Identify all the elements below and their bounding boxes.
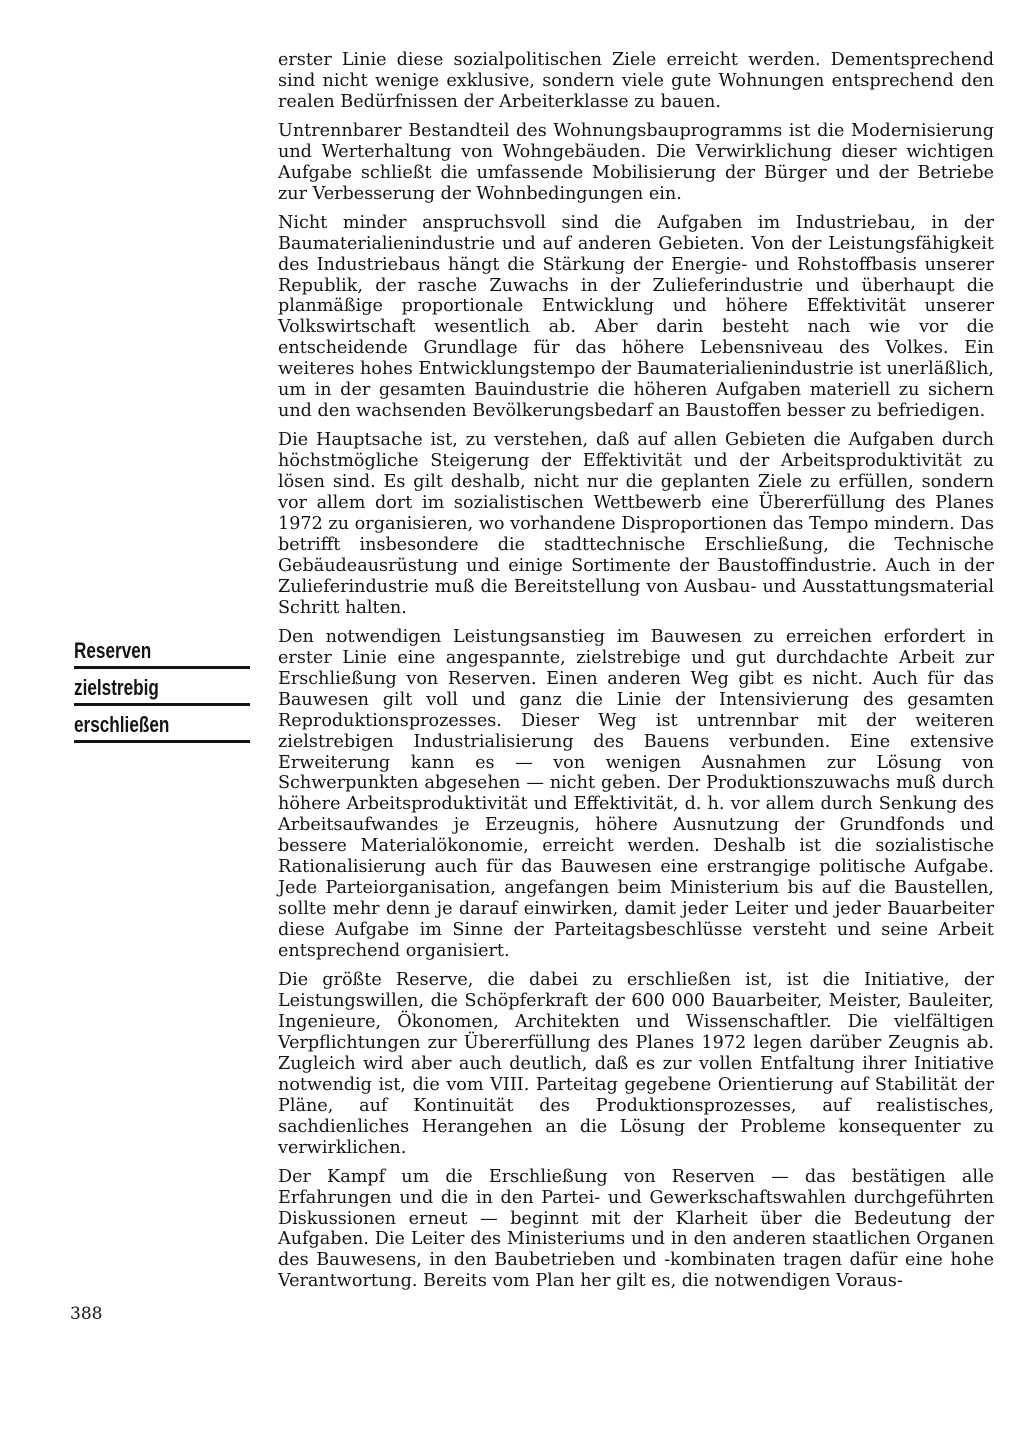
margin-heading-line [74,706,250,743]
margin-heading-text: Reserven [74,638,152,663]
body-text-column [278,50,994,1300]
paragraph: Die größte Reserve, die dabei zu erschließen ist, ist die Initiative, der Leistungswillen, die Schöpferkraft der 600 000 Bauarbeiter, Meister, Bauleiter, Ingenieure, Ökonomen, Architekten und Wissenschaftler. Die vielfältigen Verpflichtungen zur Übererfüllung des Planes 1972 legen darüber Zeugnis ab. Zugleich wird aber auch deutlich, daß es zur vollen Entfaltung ihrer Initiative notwendig ist, die vom VIII. Parteitag gegebene Orientierung auf Stabilität der Pläne, auf Kontinuität des Produktionsprozesses, auf realistisches, sachdienliches Herangehen an die Lösung der Probleme konsequenter zu verwirklichen. [278,970,994,1158]
margin-heading-line [74,632,250,669]
paragraph: Den notwendigen Leistungsanstieg im Bauwesen zu erreichen erfordert in erster Linie eine angespannte, zielstrebige und gut durchdachte Arbeit zur Erschließung von Reserven. Einen anderen Weg gibt es nicht. Auch für das Bauwesen gilt voll und ganz die Linie der Intensivierung des gesamten Reproduktionsprozesses. Dieser Weg ist untrennbar mit der weiteren zielstrebigen Industrialisierung des Bauens verbunden. Eine extensive Erweiterung kann es — von wenigen Ausnahmen zur Lösung von Schwerpunkten abgesehen — nicht geben. Der Produktionszuwachs muß durch höhere Arbeitsproduktivität und Effektivität, d. h. vor allem durch Senkung des Arbeitsaufwandes je Erzeugnis, höhere Ausnutzung der Grundfonds und bessere Materialökonomie, erreicht werden. Deshalb ist die sozialistische Rationalisierung auch für das Bauwesen eine erstrangige politische Aufgabe. Jede Parteiorganisation, angefangen beim Ministerium bis auf die Baustellen, sollte mehr denn je darauf einwirken, damit jeder Leiter und jeder Bauarbeiter diese Aufgabe im Sinne der Parteitagsbeschlüsse versteht und seine Arbeit entsprechend organisiert. [278,626,994,962]
margin-heading-text: erschließen [74,712,170,737]
paragraph: Die Hauptsache ist, zu verstehen, daß auf allen Gebieten die Aufgaben durch höchstmögliche Steigerung der Effektivität und der Arbeitsproduktivität zu lösen sind. Es gilt deshalb, nicht nur die geplanten Ziele zu erfüllen, sondern vor allem dort im sozialistischen Wettbewerb eine Übererfüllung des Planes 1972 zu organisieren, wo vorhandene Disproportionen das Tempo mindern. Das betrifft insbesondere die stadttechnische Erschließung, die Technische Gebäudeausrüstung und einige Sortimente der Baustoffindustrie. Auch in der Zulieferindustrie muß die Bereitstellung von Ausbau- und Ausstattungsmaterial Schritt halten. [278,430,994,618]
paragraph: Der Kampf um die Erschließung von Reserven — das bestätigen alle Erfahrungen und die in den Partei- und Gewerkschaftswahlen durchgeführten Diskussionen erneut — beginnt mit der Klarheit über die Bedeutung der Aufgaben. Die Leiter des Ministeriums und in den anderen staatlichen Organen des Bauwesens, in den Baubetrieben und -kombinaten tragen dafür eine hohe Verantwortung. Bereits vom Plan her gilt es, die notwendigen Voraus- [278,1166,994,1292]
margin-heading-text: zielstrebig [74,675,159,700]
page-number: 388 [70,1304,103,1324]
margin-heading [74,632,250,743]
paragraph: Untrennbarer Bestandteil des Wohnungsbauprogramms ist die Modernisierung und Werterhaltung von Wohngebäuden. Die Verwirklichung dieser wichtigen Aufgabe schließt die umfassende Mobilisierung der Bürger und der Betriebe zur Verbesserung der Wohnbedingungen ein. [278,120,994,204]
paragraph: Nicht minder anspruchsvoll sind die Aufgaben im Industriebau, in der Baumaterialienindustrie und auf anderen Gebieten. Von der Leistungsfähigkeit des Industriebaus hängt die Stärkung der Energie- und Rohstoffbasis unserer Republik, der rasche Zuwachs in der Zulieferindustrie und überhaupt die planmäßige proportionale Entwicklung und höhere Effektivität unserer Volkswirtschaft wesentlich ab. Aber darin besteht nach wie vor die entscheidende Grundlage für das höhere Lebensniveau des Volkes. Ein weiteres hohes Entwicklungstempo der Baumaterialienindustrie ist unerläßlich, um in der gesamten Bauindustrie die höheren Aufgaben materiell zu sichern und den wachsenden Bevölkerungsbedarf an Baustoffen besser zu befriedigen. [278,212,994,422]
margin-heading-line [74,669,250,706]
paragraph: erster Linie diese sozialpolitischen Ziele erreicht werden. Dementsprechend sind nicht wenige exklusive, sondern viele gute Wohnungen entsprechend den realen Bedürfnissen der Arbeiterklasse zu bauen. [278,50,994,112]
